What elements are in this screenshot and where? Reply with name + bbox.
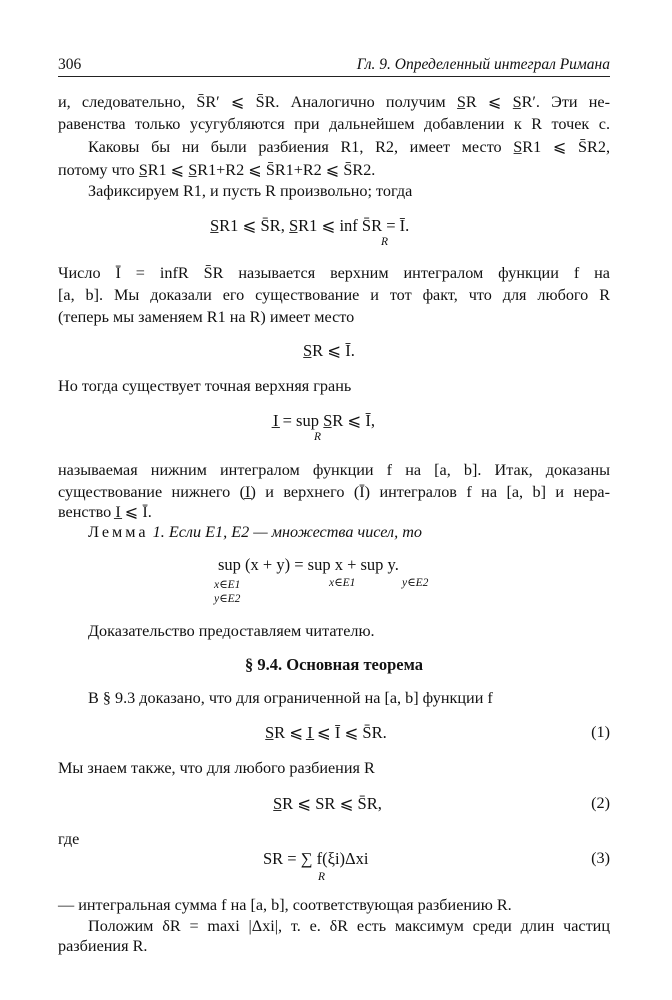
section-heading: § 9.4. Основная теорема [244,655,424,674]
text-line: венство I̲ ⩽ Ī. [58,503,152,521]
equation-sup-sum-subscript: y∈E2 [402,577,429,589]
text-line: где [58,830,80,848]
equation-sup-sum-subscript: x∈E1 [329,577,356,589]
running-title: Гл. 9. Определенный интеграл Римана [356,56,610,73]
text-line: и, следовательно, S̄R′ ⩽ S̄R. Аналогично получим S̲R ⩽ S̲R′. Эти не- [58,93,610,111]
text-line: (теперь мы заменяем R1 на R) имеет место [58,308,355,326]
equation-3: SR = ∑ f(ξi)Δxi [263,849,369,868]
text-line: Мы знаем также, что для любого разбиения R [58,759,375,777]
text-line: Но тогда существует точная верхняя грань [58,377,352,395]
text-line: разбиения R. [58,937,148,955]
equation-sup-subscript: R [314,431,322,443]
text-line: потому что S̲R1 ⩽ S̲R1+R2 ⩽ S̄R1+R2 ⩽ S̄R2. [58,161,376,179]
text-line: существование нижнего (I̲) и верхнего (Ī) интегралов f на [a, b] и нера- [58,483,610,501]
equation-inf-subscript: R [381,236,389,248]
equation-number: (1) [591,723,610,741]
text-line: равенства только усугубляются при дальнейшем добавлении к R точек c. [58,115,610,133]
text-line: Зафиксируем R1, и пусть R произвольно; тогда [88,182,413,200]
equation-number: (3) [591,849,610,867]
text-line: Каковы бы ни были разбиения R1, R2, имеет место S̲R1 ⩽ S̄R2, [88,138,610,156]
lemma-text: 1. Если E1, E2 — множества чисел, то [152,523,422,541]
equation-sup-sum: sup (x + y) = sup x + sup y. [218,555,399,574]
equation-sup-sum-subscript: x∈E1 [214,579,241,591]
equation-inf: S̲R1 ⩽ S̄R, S̲R1 ⩽ inf S̄R = Ī. [210,216,410,235]
text-line: В § 9.3 доказано, что для ограниченной на [a, b] функции f [88,689,493,707]
equation-number: (2) [591,794,610,812]
text-line: Число Ī = infR S̄R называется верхним интегралом функции f на [58,264,610,282]
text-line: Доказательство предоставляем читателю. [88,622,375,640]
running-header [58,54,610,77]
text-line: называемая нижним интегралом функции f на [a, b]. Итак, доказаны [58,461,610,479]
text-line: Положим δR = maxi |Δxi|, т. е. δR есть максимум среди длин частиц [88,917,610,935]
lemma-line [88,522,610,542]
equation-sup: I̲ = sup S̲R ⩽ Ī, [273,411,375,430]
equation-lower-sum: S̲R ⩽ Ī. [303,341,355,360]
lemma-label: Лемма [88,523,149,541]
page-number: 306 [58,56,82,73]
text-line: — интегральная сумма f на [a, b], соответствующая разбиению R. [58,896,512,914]
equation-2: S̲R ⩽ SR ⩽ S̄R, [273,794,382,813]
equation-1: S̲R ⩽ I̲ ⩽ Ī ⩽ S̄R. [265,723,387,742]
equation-sup-sum-subscript: y∈E2 [214,593,241,605]
text-line: [a, b]. Мы доказали его существование и тот факт, что для любого R [58,286,610,304]
equation-3-subscript: R [318,871,326,883]
